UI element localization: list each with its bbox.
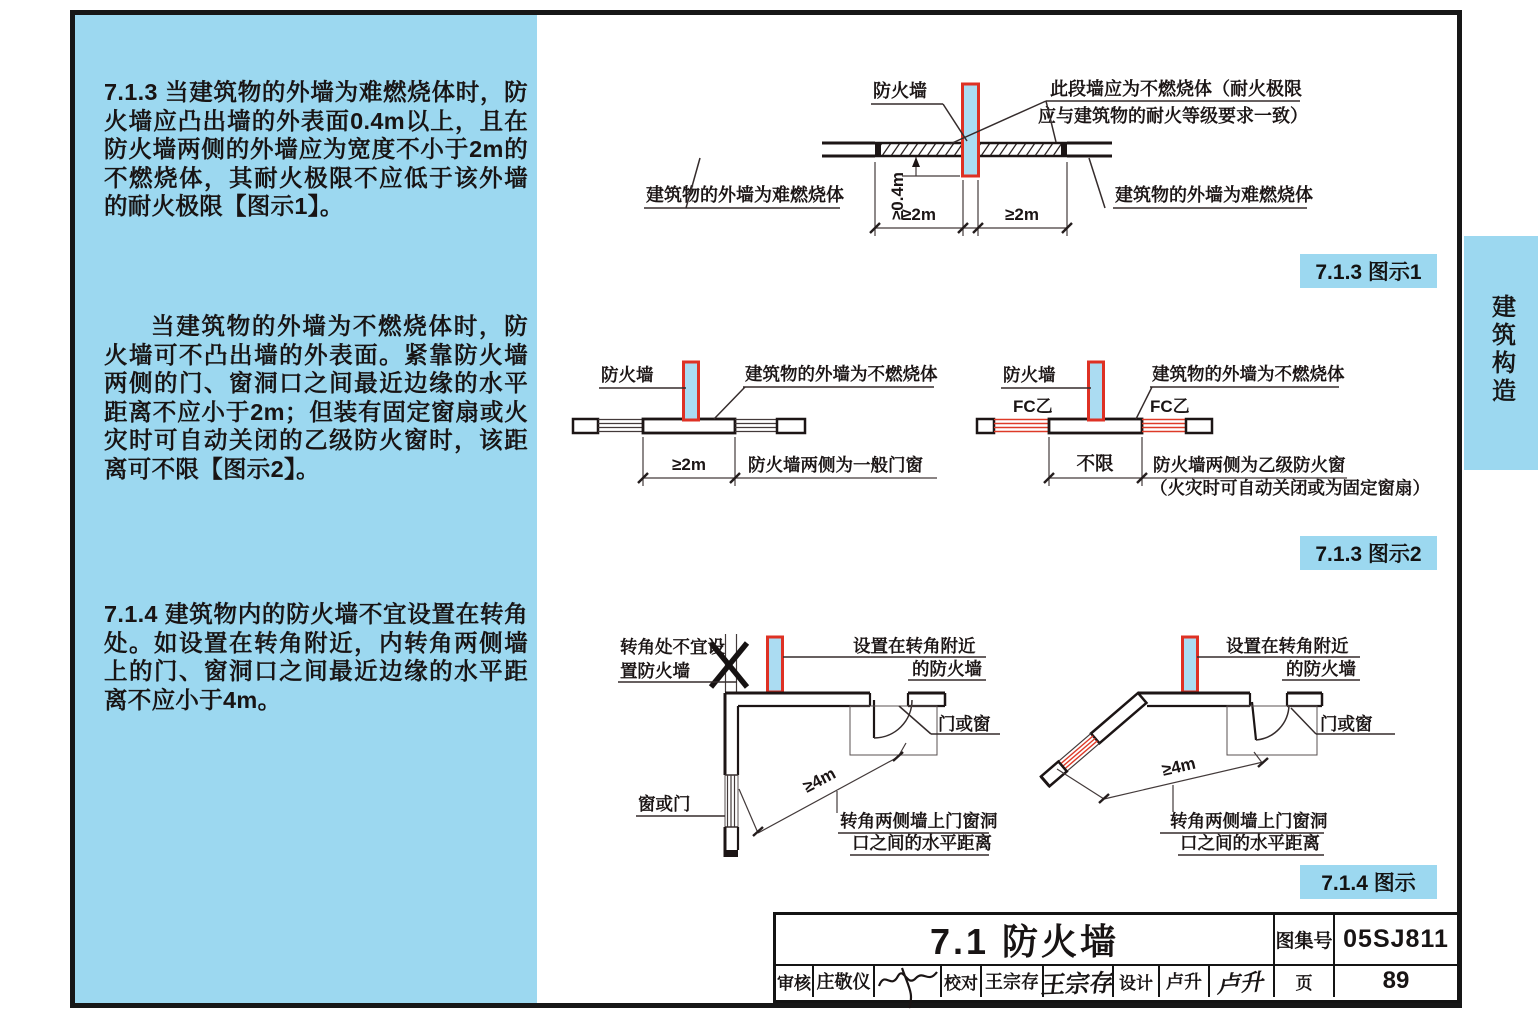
fig2b-dim-text: 不限 xyxy=(1076,453,1114,474)
fig2b-fc-left-label: FC乙 xyxy=(1013,397,1053,416)
fig3b-near-corner-line1: 设置在转角附近 xyxy=(1226,636,1349,656)
title-block-row2 xyxy=(776,966,1457,997)
fig2b-caption-line1: 防火墙两侧为乙级防火窗 xyxy=(1153,455,1346,475)
figure1-badge: 7.1.3 图示1 xyxy=(1300,254,1437,288)
proof-signature-text: 王宗存 xyxy=(1039,969,1116,999)
design-label: 设计 xyxy=(1112,966,1158,997)
fig3b-dim-4m xyxy=(1057,752,1268,803)
fig3a-plan xyxy=(618,634,1000,857)
fig2b-wall-label: 建筑物的外墙为不燃烧体 xyxy=(1152,364,1345,384)
fig1-firewall-callout xyxy=(871,80,967,141)
fig2a-firewall-bar xyxy=(684,362,699,420)
fig3b-firewall-bar xyxy=(1183,637,1198,692)
review-label: 审核 xyxy=(777,973,811,993)
fig2a-firewall-label: 防火墙 xyxy=(601,365,654,385)
paragraph-7-1-4: 7.1.4 建筑物内的防火墙不宜设置在转角处。如设置在转角附近，内转角两侧墙上的门、窗洞口之间最近边缘的水平距离不应小于4m。 xyxy=(104,601,528,713)
fig3a-window xyxy=(725,775,738,827)
fig1-firewall-bar xyxy=(963,84,979,176)
fig2a-plan xyxy=(573,362,938,486)
fig1-firewall-label: 防火墙 xyxy=(873,81,927,101)
paragraph-noncombustible: 当建筑物的外墙为不燃烧体时，防火墙可不凸出墙的外表面。紧靠防火墙两侧的门、窗洞口之间最近边缘的水平距离不应小于2m；但装有固定窗扇或火灾时可自动关闭的乙级防火窗时，该距离可不限【图示2】。 xyxy=(104,313,528,482)
fig3b-angled-wall xyxy=(1041,693,1147,786)
fig3b-door-callout xyxy=(1291,708,1395,734)
atlas-number-label: 图集号 xyxy=(1273,915,1333,964)
fig3a-near-corner-line2: 的防火墙 xyxy=(912,659,982,679)
fig3b-near-corner-line2: 的防火墙 xyxy=(1286,659,1356,679)
design-signature xyxy=(1208,966,1273,997)
design-name: 卢升 xyxy=(1158,966,1208,997)
fig3a-door-label: 门或窗 xyxy=(938,714,991,734)
fig3a-distance-line2: 口之间的水平距离 xyxy=(852,833,992,853)
fig3a-near-corner-callout xyxy=(783,636,986,680)
fig3a-no-corner-line1: 转角处不宜设 xyxy=(620,637,725,657)
fig1-right-wall-label: 建筑物的外墙为难燃烧体 xyxy=(1115,185,1313,205)
page-number: 89 xyxy=(1333,966,1457,997)
fig1-right-wall-callout xyxy=(1089,158,1313,208)
fig2a-caption: 防火墙两侧为一般门窗 xyxy=(748,455,923,475)
review-name: 庄敬仪 xyxy=(812,966,873,997)
figure2-badge: 7.1.3 图示2 xyxy=(1300,536,1437,570)
figure3-badge: 7.1.4 图示 xyxy=(1300,865,1437,899)
fig3a-door-callout xyxy=(899,706,1000,734)
chapter-tab xyxy=(1464,236,1538,470)
proof-signature xyxy=(1039,966,1116,999)
fig1-dim-2m-right-text: ≥2m xyxy=(1005,205,1039,224)
fig3a-firewall-bar xyxy=(768,637,783,692)
fig1-note-line2: 应与建筑物的耐火等级要求一致） xyxy=(1038,106,1308,126)
fig3b-distance-line1: 转角两侧墙上门窗洞 xyxy=(1170,811,1328,831)
fig1-dim-2m-left-text: ≥2m xyxy=(902,205,936,224)
fig3a-window-label: 窗或门 xyxy=(638,794,691,814)
design-signature-text: 卢升 xyxy=(1215,968,1267,998)
fig1-left-wall-callout xyxy=(644,158,844,208)
fig3a-distance-line1: 转角两侧墙上门窗洞 xyxy=(840,811,998,831)
fig2a-wall-label: 建筑物的外墙为不燃烧体 xyxy=(745,364,938,384)
proof-name: 王宗存 xyxy=(980,966,1042,997)
fig1-left-wall-label: 建筑物的外墙为难燃烧体 xyxy=(646,185,844,205)
fig3b-dim-text: ≥4m xyxy=(1160,753,1198,780)
fig3b-door xyxy=(1227,702,1317,755)
review-signature-scribble xyxy=(876,964,940,998)
fig3b-distance-line2: 口之间的水平距离 xyxy=(1180,833,1320,853)
fig3a-dim-text: ≥4m xyxy=(799,763,839,797)
fig3a-window-callout xyxy=(636,794,725,816)
fig2b-plan xyxy=(977,362,1430,498)
page-label: 页 xyxy=(1273,966,1333,997)
fig2b-fc-right-label: FC乙 xyxy=(1150,397,1190,416)
fig3b-door-label: 门或窗 xyxy=(1320,714,1373,734)
section-title: 7.1 防火墙 xyxy=(929,921,1120,962)
fig3b-plan xyxy=(1041,636,1395,855)
fig3a-no-corner-line2: 置防火墙 xyxy=(620,661,690,681)
fig1-note-callout xyxy=(950,78,1308,144)
fig3a-near-corner-line1: 设置在转角附近 xyxy=(853,636,976,656)
review-signature xyxy=(873,966,940,997)
fig1-dim-0-4m-text: ≥0.4m xyxy=(888,171,907,221)
fig2b-firewall-bar xyxy=(1089,362,1104,420)
fig2b-caption-line2: （火灾时可自动关闭或为固定窗扇） xyxy=(1150,478,1430,498)
fig3a-distance-callout xyxy=(837,791,998,855)
figure-7-1-4 xyxy=(610,625,1460,875)
fig3b-near-corner-callout xyxy=(1197,636,1360,680)
title-block xyxy=(773,912,1460,1003)
atlas-number-value: 05SJ811 xyxy=(1333,915,1457,964)
fig1-note-line1: 此段墙应为不燃烧体（耐火极限 xyxy=(1050,79,1302,99)
fig2b-firewall-label: 防火墙 xyxy=(1003,365,1056,385)
proof-label: 校对 xyxy=(940,966,980,997)
paragraph-7-1-3: 7.1.3 当建筑物的外墙为难燃烧体时，防火墙应凸出墙的外表面0.4m以上，且在防火墙两侧的外墙应为宽度不小于2m的不燃烧体，其耐火极限不应低于该外墙的耐火极限【图示1】。 xyxy=(104,79,528,219)
figure-7-1-3-2 xyxy=(560,350,1460,510)
chapter-tab-label: 建筑构造 xyxy=(1487,294,1515,406)
fig3b-distance-callout xyxy=(1160,785,1328,855)
title-block-row1 xyxy=(776,915,1457,966)
fig2a-dim-text: ≥2m xyxy=(672,455,706,474)
